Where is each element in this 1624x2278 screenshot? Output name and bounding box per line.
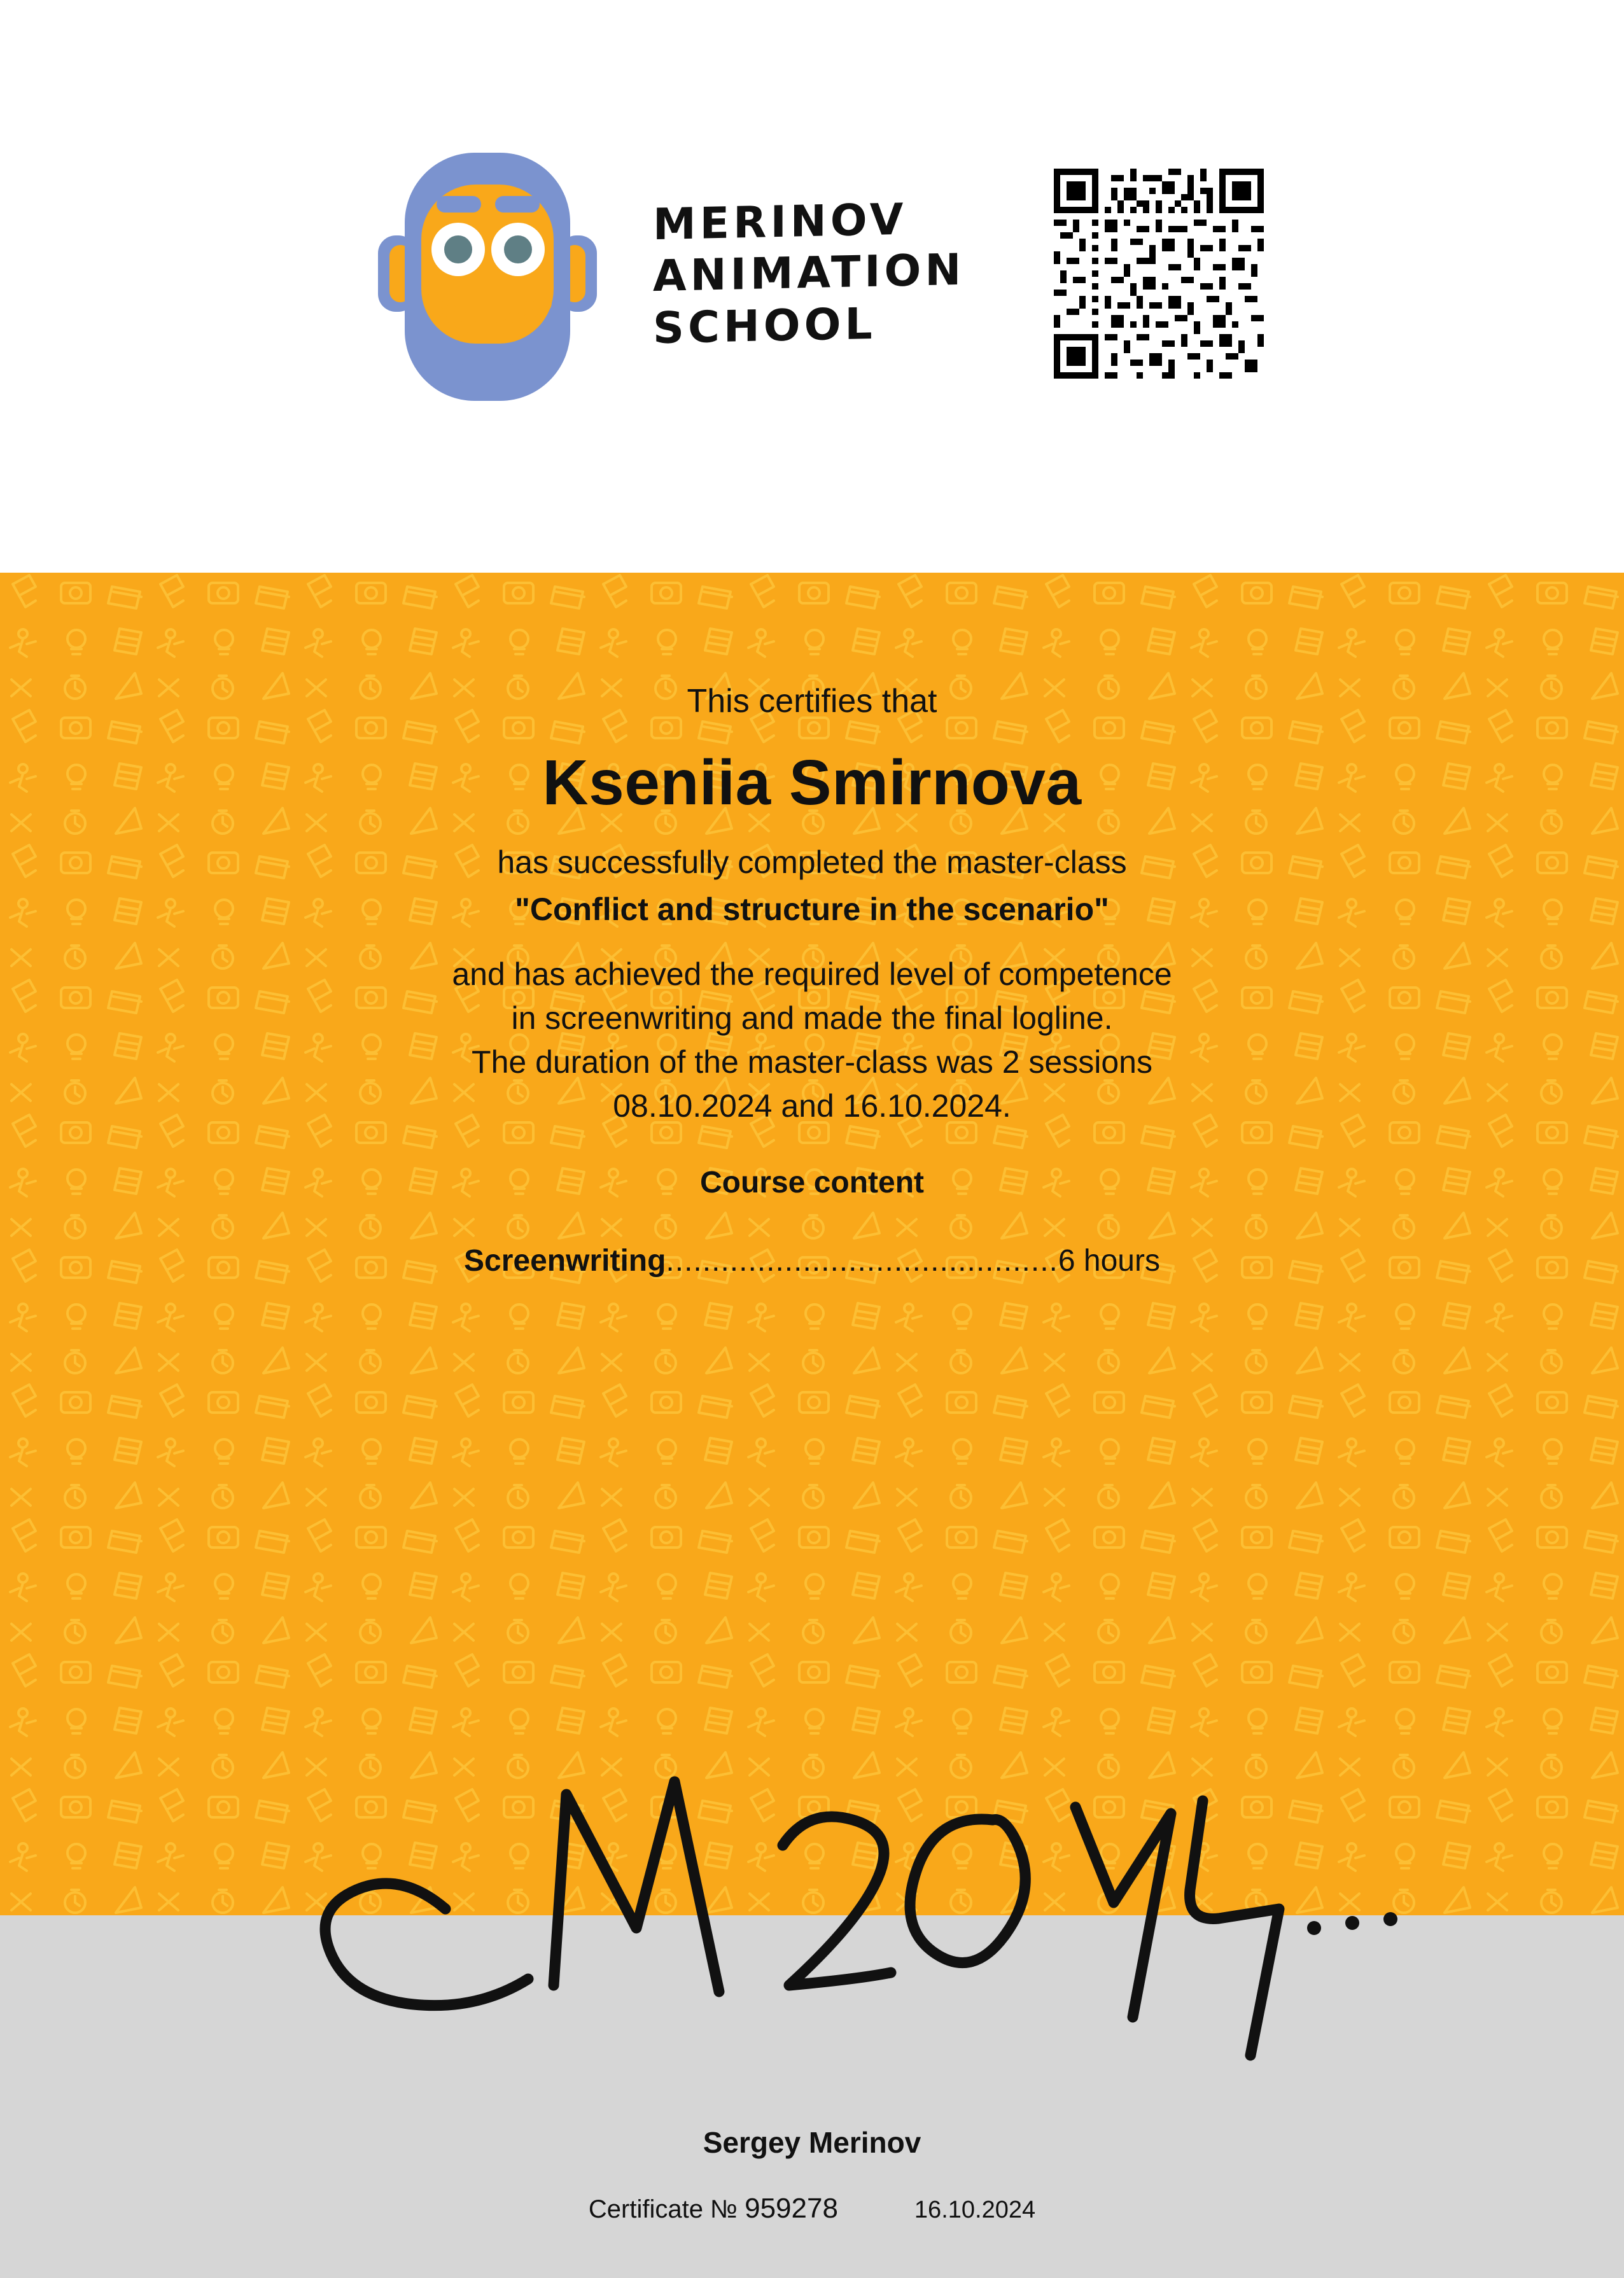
signer-name: Sergey Merinov xyxy=(703,2126,921,2159)
description-line-1: and has achieved the required level of competence xyxy=(452,956,1172,992)
description-line-4: 08.10.2024 and 16.10.2024. xyxy=(613,1088,1011,1124)
description-line-3: The duration of the master-class was 2 sessions xyxy=(472,1044,1152,1080)
description-paragraph xyxy=(0,953,1624,1128)
certifies-label: This certifies that xyxy=(687,683,937,720)
course-content-row xyxy=(0,1243,1624,1278)
course-content-heading: Course content xyxy=(699,1166,925,1199)
course-title: "Conflict and structure in the scenario" xyxy=(515,891,1109,927)
course-subject: Screenwriting xyxy=(464,1244,666,1278)
certificate-number xyxy=(589,2193,838,2225)
completed-label: has successfully completed the master-class xyxy=(497,844,1127,880)
robot-mascot-icon xyxy=(360,115,615,433)
course-hours: 6 hours xyxy=(1058,1244,1160,1278)
header-inner xyxy=(360,115,1264,433)
issue-date: 16.10.2024 xyxy=(914,2197,1036,2223)
certificate-header xyxy=(0,0,1624,573)
certificate-text-block xyxy=(0,573,1624,1278)
certificate-body xyxy=(0,573,1624,1915)
logo-wordmark xyxy=(652,194,965,354)
course-dots: ........................................... xyxy=(666,1244,1058,1278)
wordmark-line-1: MERINOV xyxy=(652,194,907,251)
certificate-meta xyxy=(0,2193,1624,2225)
certificate-number-label: Certificate № xyxy=(588,2195,738,2223)
wordmark-line-3: SCHOOL xyxy=(652,298,876,354)
certificate-number-value: 959278 xyxy=(745,2193,838,2224)
recipient-name: Kseniia Smirnova xyxy=(542,747,1082,818)
description-line-2: in screenwriting and made the final logline. xyxy=(511,1000,1113,1036)
wordmark-line-2: ANIMATION xyxy=(652,245,965,302)
certificate-footer xyxy=(0,1915,1624,2278)
qr-code-icon[interactable] xyxy=(1054,169,1264,379)
